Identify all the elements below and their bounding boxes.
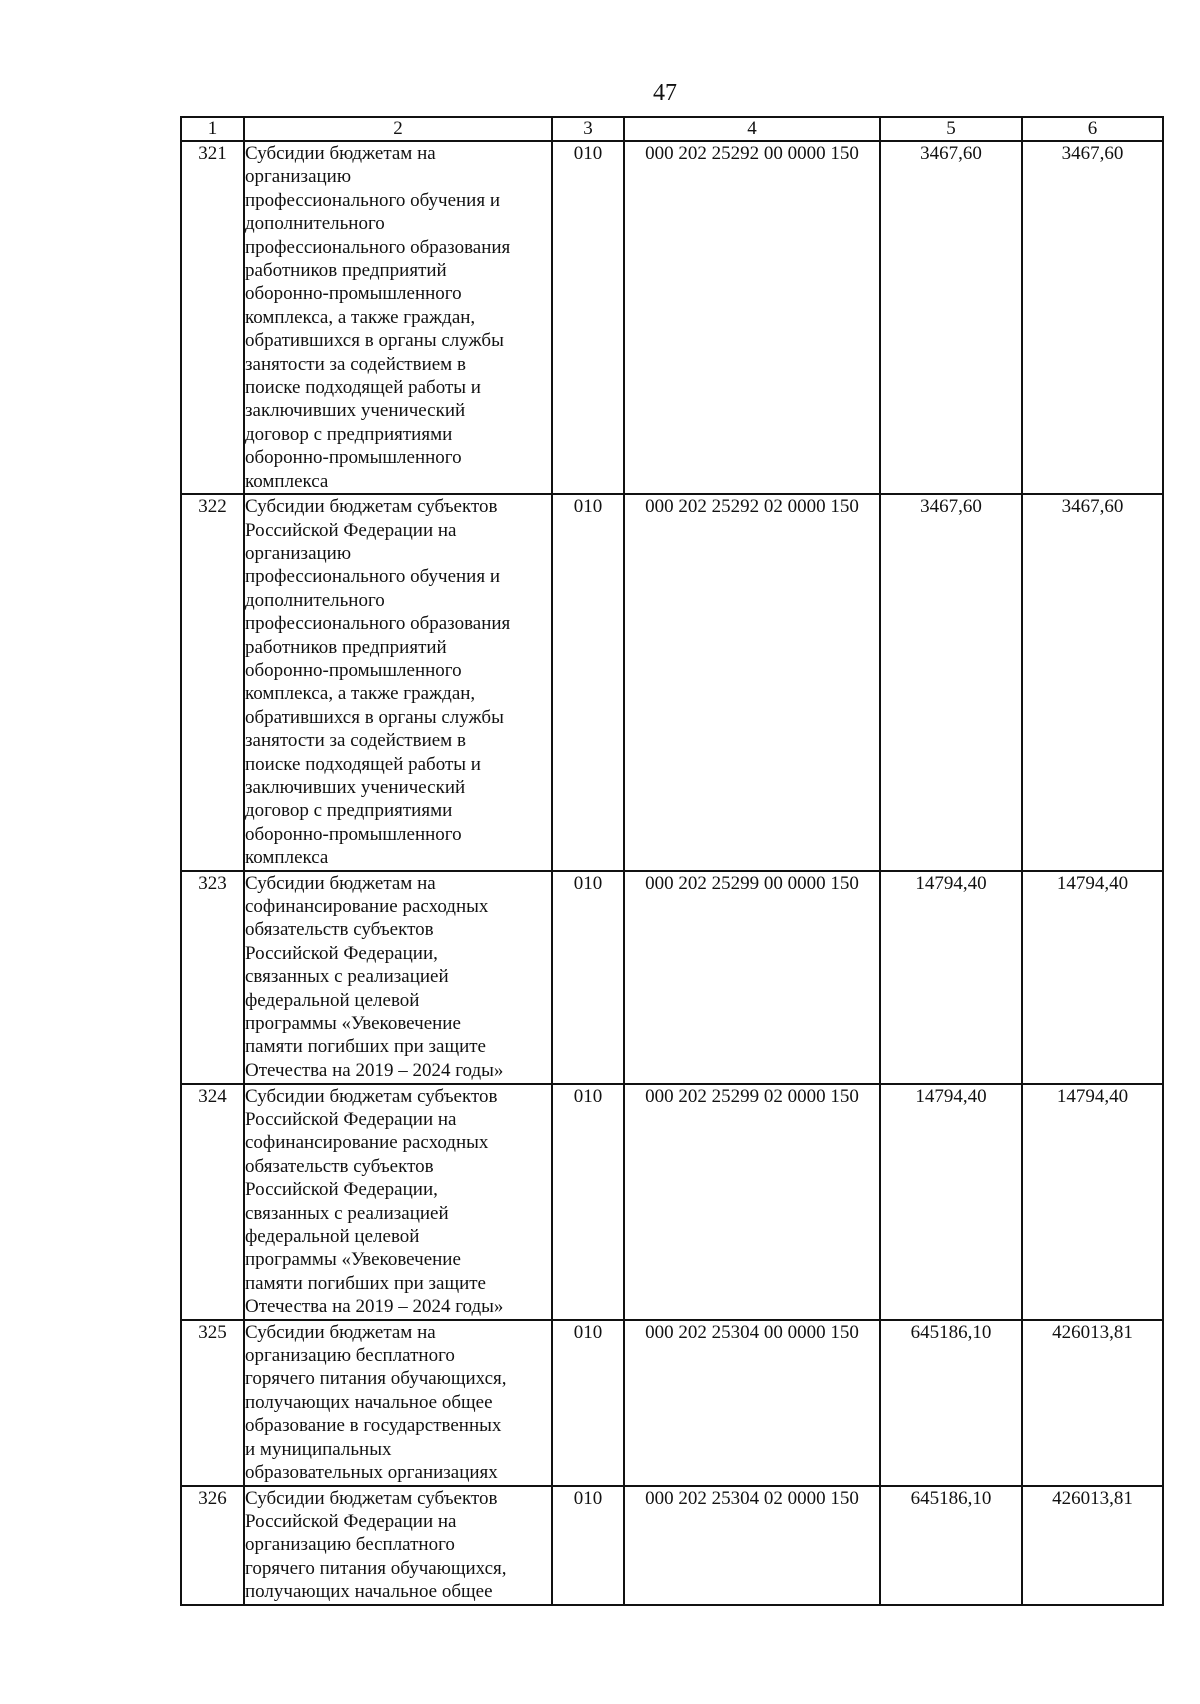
- table-row: [181, 1486, 1163, 1605]
- amount-cell: 14794,40: [880, 871, 1022, 1084]
- table-row: [181, 1320, 1163, 1486]
- table-row: [181, 1084, 1163, 1320]
- description-line: занятости за содействием в: [245, 730, 466, 752]
- description-line: Российской Федерации на: [245, 1109, 457, 1130]
- budget-code-cell: 000 202 25299 00 0000 150: [624, 871, 880, 1084]
- description-line: дополнительного: [245, 589, 385, 611]
- page-number: 47: [653, 80, 677, 106]
- admin-code-cell: 010: [552, 1084, 624, 1320]
- amount-cell: 426013,81: [1022, 1320, 1163, 1486]
- description-line: комплекса: [245, 470, 329, 492]
- amount-cell: 426013,81: [1022, 1486, 1163, 1605]
- row-number-cell: 324: [181, 1084, 244, 1320]
- table-row: [181, 141, 1163, 494]
- admin-code-cell: 010: [552, 494, 624, 871]
- description-line: заключивших ученический: [245, 400, 466, 422]
- description-line: профессионального образования: [245, 236, 511, 258]
- description-line: Российской Федерации на: [245, 519, 457, 541]
- description-line: обязательств субъектов: [245, 1155, 434, 1177]
- description-line: поиске подходящей работы и: [245, 377, 481, 399]
- amount-cell: 14794,40: [880, 1084, 1022, 1320]
- description-cell: [244, 1084, 552, 1320]
- description-line: связанных с реализацией: [245, 966, 449, 988]
- budget-table: [180, 116, 1164, 1606]
- admin-code-cell: 010: [552, 141, 624, 494]
- table-row: [181, 494, 1163, 871]
- header-row: [181, 117, 1163, 141]
- description-line: дополнительного: [245, 213, 385, 235]
- description-line: связанных с реализацией: [245, 1202, 449, 1224]
- budget-code-cell: 000 202 25292 02 0000 150: [624, 494, 880, 871]
- description-line: обратившихся в органы службы: [245, 706, 504, 728]
- row-number-cell: 322: [181, 494, 244, 871]
- description-line: оборонно-промышленного: [245, 659, 462, 681]
- description-line: и муниципальных: [245, 1438, 392, 1460]
- description-line: Российской Федерации,: [245, 942, 438, 964]
- description-line: профессионального обучения и: [245, 189, 500, 211]
- description-line: программы «Увековечение: [245, 1249, 461, 1271]
- description-cell: [244, 871, 552, 1084]
- description-line: Субсидии бюджетам субъектов: [245, 1487, 498, 1509]
- description-line: договор с предприятиями: [245, 800, 453, 822]
- budget-code-cell: 000 202 25304 02 0000 150: [624, 1486, 880, 1605]
- description-line: горячего питания обучающихся,: [245, 1557, 507, 1579]
- column-header: 2: [244, 117, 552, 141]
- description-line: Субсидии бюджетам на: [245, 872, 436, 894]
- row-number-cell: 325: [181, 1320, 244, 1486]
- description-line: профессионального обучения и: [245, 566, 500, 588]
- amount-cell: 14794,40: [1022, 1084, 1163, 1320]
- description-line: Субсидии бюджетам на: [245, 1321, 436, 1343]
- column-header: 1: [181, 117, 244, 141]
- description-line: Отечества на 2019 – 2024 годы»: [245, 1296, 504, 1318]
- column-header: 4: [624, 117, 880, 141]
- description-line: обратившихся в органы службы: [245, 330, 504, 352]
- column-header: 3: [552, 117, 624, 141]
- budget-code-cell: 000 202 25299 02 0000 150: [624, 1084, 880, 1320]
- description-line: работников предприятий: [245, 636, 447, 658]
- description-cell: [244, 141, 552, 494]
- description-line: организацию: [245, 166, 352, 188]
- description-cell: [244, 1320, 552, 1486]
- description-line: комплекса: [245, 847, 329, 869]
- description-line: федеральной целевой: [245, 989, 420, 1011]
- description-line: Российской Федерации,: [245, 1179, 438, 1201]
- description-line: софинансирование расходных: [245, 896, 489, 917]
- admin-code-cell: 010: [552, 1486, 624, 1605]
- description-line: комплекса, а также граждан,: [245, 306, 476, 328]
- description-line: Отечества на 2019 – 2024 годы»: [245, 1059, 504, 1081]
- table-row: [181, 871, 1163, 1084]
- description-line: работников предприятий: [245, 260, 447, 282]
- description-line: образование в государственных: [245, 1415, 502, 1437]
- description-line: комплекса, а также граждан,: [245, 683, 476, 705]
- description-line: Субсидии бюджетам субъектов: [245, 496, 498, 518]
- amount-cell: 3467,60: [880, 141, 1022, 494]
- amount-cell: 14794,40: [1022, 871, 1163, 1084]
- description-line: софинансирование расходных: [245, 1132, 489, 1154]
- description-line: получающих начальное общее: [245, 1391, 493, 1413]
- description-cell: [244, 1486, 552, 1605]
- budget-code-cell: 000 202 25292 00 0000 150: [624, 141, 880, 494]
- description-line: договор с предприятиями: [245, 423, 453, 445]
- amount-cell: 645186,10: [880, 1320, 1022, 1486]
- amount-cell: 645186,10: [880, 1486, 1022, 1605]
- column-header: 6: [1022, 117, 1163, 141]
- description-line: федеральной целевой: [245, 1226, 420, 1248]
- description-line: горячего питания обучающихся,: [245, 1368, 507, 1390]
- amount-cell: 3467,60: [880, 494, 1022, 871]
- description-line: оборонно-промышленного: [245, 823, 462, 845]
- description-line: Субсидии бюджетам на: [245, 143, 436, 164]
- description-line: обязательств субъектов: [245, 919, 434, 941]
- description-line: организацию: [245, 542, 352, 564]
- column-header: 5: [880, 117, 1022, 141]
- description-line: оборонно-промышленного: [245, 283, 462, 305]
- description-line: оборонно-промышленного: [245, 447, 462, 469]
- admin-code-cell: 010: [552, 1320, 624, 1486]
- row-number-cell: 323: [181, 871, 244, 1084]
- row-number-cell: 321: [181, 141, 244, 494]
- description-line: поиске подходящей работы и: [245, 753, 481, 775]
- description-cell: [244, 494, 552, 871]
- description-line: организацию бесплатного: [245, 1534, 455, 1556]
- description-line: занятости за содействием в: [245, 353, 466, 375]
- description-line: организацию бесплатного: [245, 1345, 455, 1367]
- description-line: памяти погибших при защите: [245, 1272, 486, 1294]
- amount-cell: 3467,60: [1022, 141, 1163, 494]
- description-line: Субсидии бюджетам субъектов: [245, 1085, 498, 1107]
- admin-code-cell: 010: [552, 871, 624, 1084]
- description-line: программы «Увековечение: [245, 1013, 461, 1035]
- description-line: профессионального образования: [245, 613, 511, 635]
- budget-code-cell: 000 202 25304 00 0000 150: [624, 1320, 880, 1486]
- description-line: Российской Федерации на: [245, 1510, 457, 1532]
- description-line: получающих начальное общее: [245, 1581, 493, 1603]
- description-line: памяти погибших при защите: [245, 1036, 486, 1058]
- amount-cell: 3467,60: [1022, 494, 1163, 871]
- row-number-cell: 326: [181, 1486, 244, 1605]
- description-line: образовательных организациях: [245, 1462, 498, 1484]
- description-line: заключивших ученический: [245, 776, 466, 798]
